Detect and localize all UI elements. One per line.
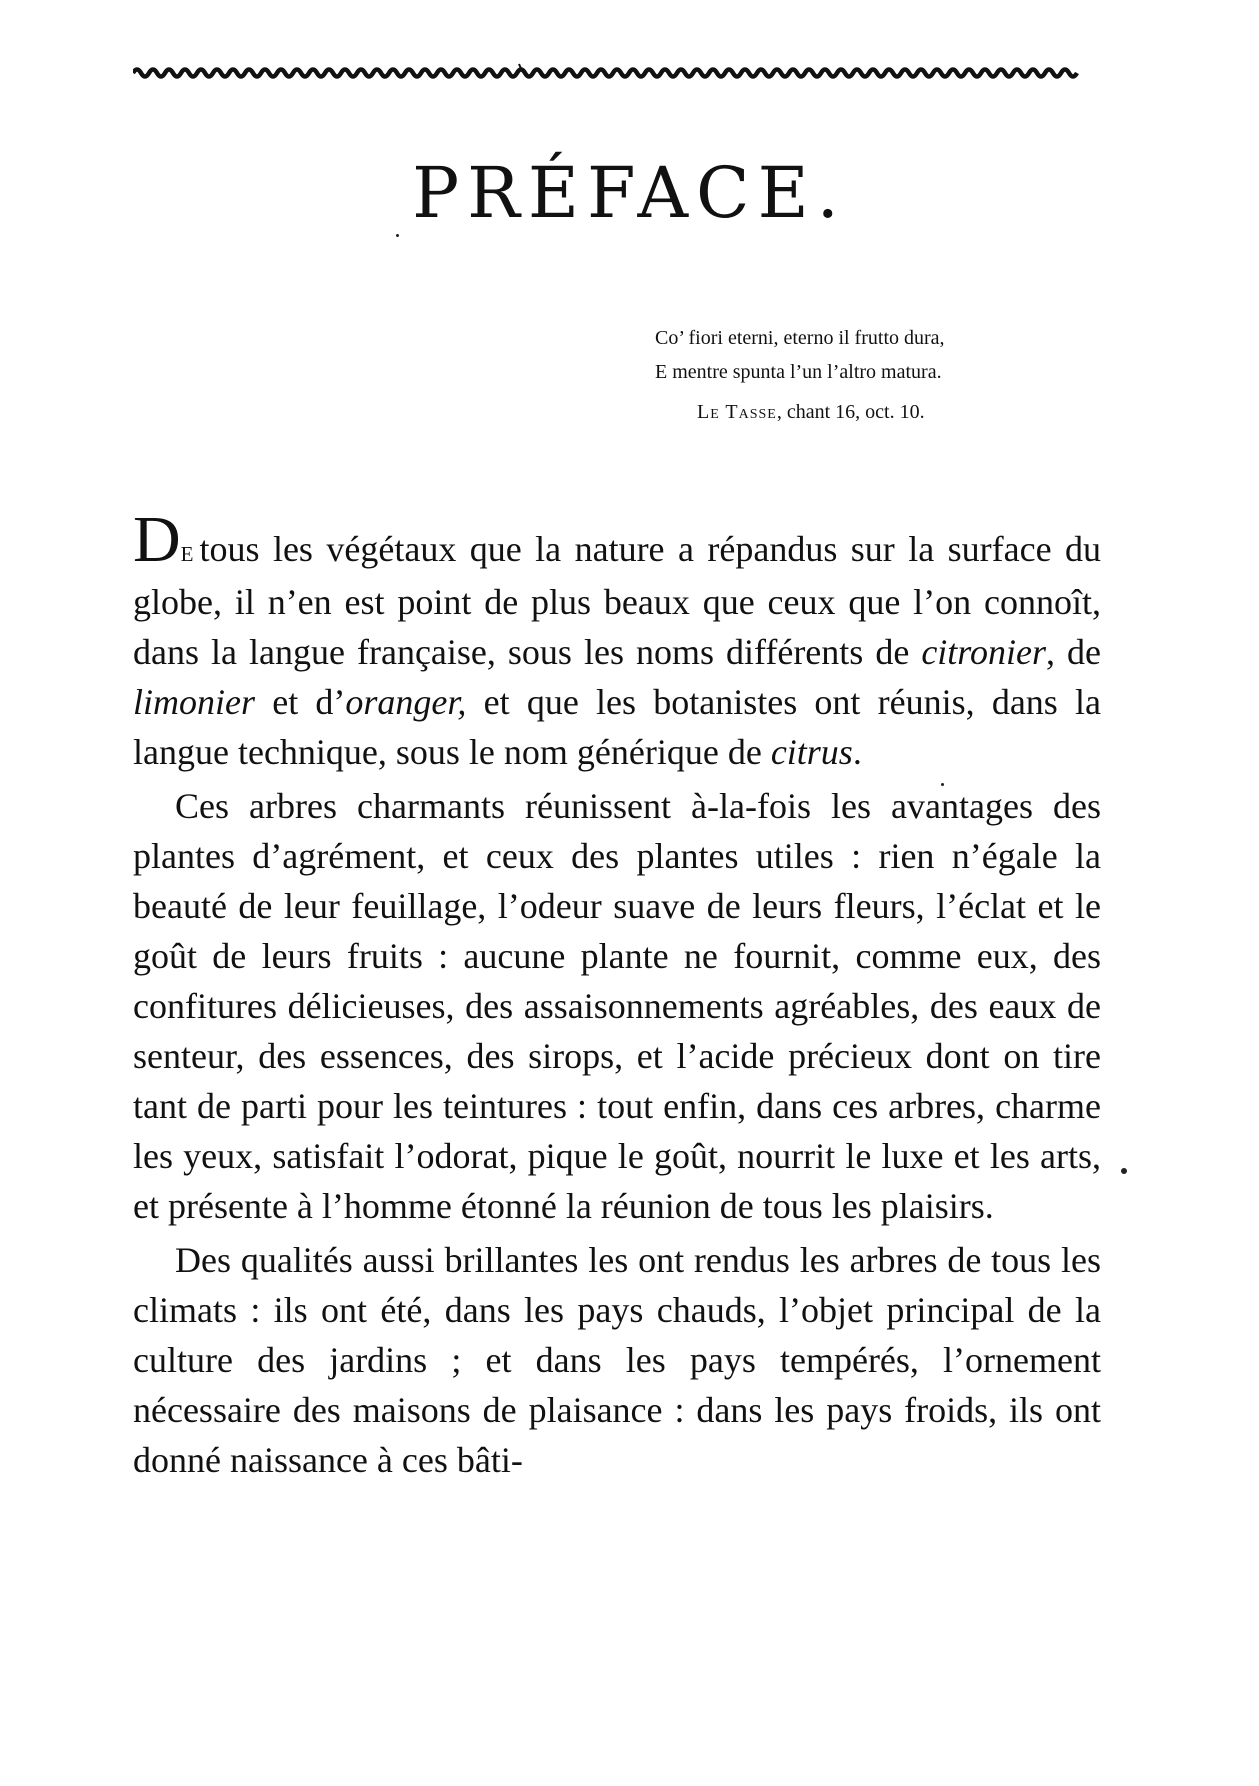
print-speck <box>1121 1168 1127 1174</box>
page-title: PRÉFACE. <box>412 152 847 234</box>
term-limonier: limonier <box>133 682 255 722</box>
paragraph-1-text-3: et d’ <box>255 682 346 722</box>
paragraph-1-text-1: tous les végétaux que la nature a répandus sur la surface du globe, il n’en est point de plus beaux que ceux que l’on connoît, dans la langue française, sous les noms différents de <box>133 529 1101 672</box>
body-text <box>133 503 1102 1489</box>
term-citrus: citrus <box>770 732 853 772</box>
drop-cap: D <box>133 503 181 576</box>
epigraph-line-2: E mentre spunta l’un l’altro matura. <box>655 361 942 383</box>
epigraph-citation: , chant 16, oct. 10. <box>776 401 925 423</box>
epigraph <box>655 321 1035 429</box>
paragraph-1-text-5: . <box>852 732 862 772</box>
paragraph-1 <box>133 503 1102 777</box>
epigraph-attribution <box>655 395 1035 429</box>
print-speck <box>941 783 944 786</box>
paragraph-1-text-2: , de <box>1045 632 1101 672</box>
paragraph-3: Des qualités aussi brillantes les ont rendus les arbres de tous les climats : ils ont été, dans les pays chauds, l’objet principal de la culture des jardins ; et dans les pays tempérés, l’ornement nécessaire des maisons de plaisance : dans les pays froids, ils ont donné naissance à ces bâti- <box>133 1240 1101 1480</box>
drop-cap-continuation: e <box>180 535 194 568</box>
paragraph-1-text-4: et que les botanistes ont réunis, dans la langue technique, sous le nom générique de <box>133 682 1102 772</box>
term-oranger: oranger, <box>345 682 467 722</box>
epigraph-author: Le Tasse <box>697 401 777 423</box>
paragraph-2: Ces arbres charmants réunissent à-la-fois les avantages des plantes d’agrément, et ceux des plantes utiles : rien n’égale la beauté de leur feuillage, l’odeur suave de leurs fleurs, l’éclat et le goût de leurs fruits : aucune plante ne fournit, comme eux, des confitures délicieuses, des assaisonnements agréables, des eaux de senteur, des essences, des sirops, et l’acide précieux dont on tire tant de parti pour les teintures : tout enfin, dans ces arbres, charme les yeux, satisfait l’odorat, pique le goût, nourrit le luxe et les arts, et présente à l’homme étonné la réunion de tous les plaisirs. <box>133 786 1101 1226</box>
print-speck <box>396 234 399 237</box>
epigraph-line-1: Co’ fiori eterni, eterno il frutto dura, <box>655 327 945 349</box>
ornamental-wavy-rule <box>133 62 1081 84</box>
term-citronier: citronier <box>921 632 1046 672</box>
